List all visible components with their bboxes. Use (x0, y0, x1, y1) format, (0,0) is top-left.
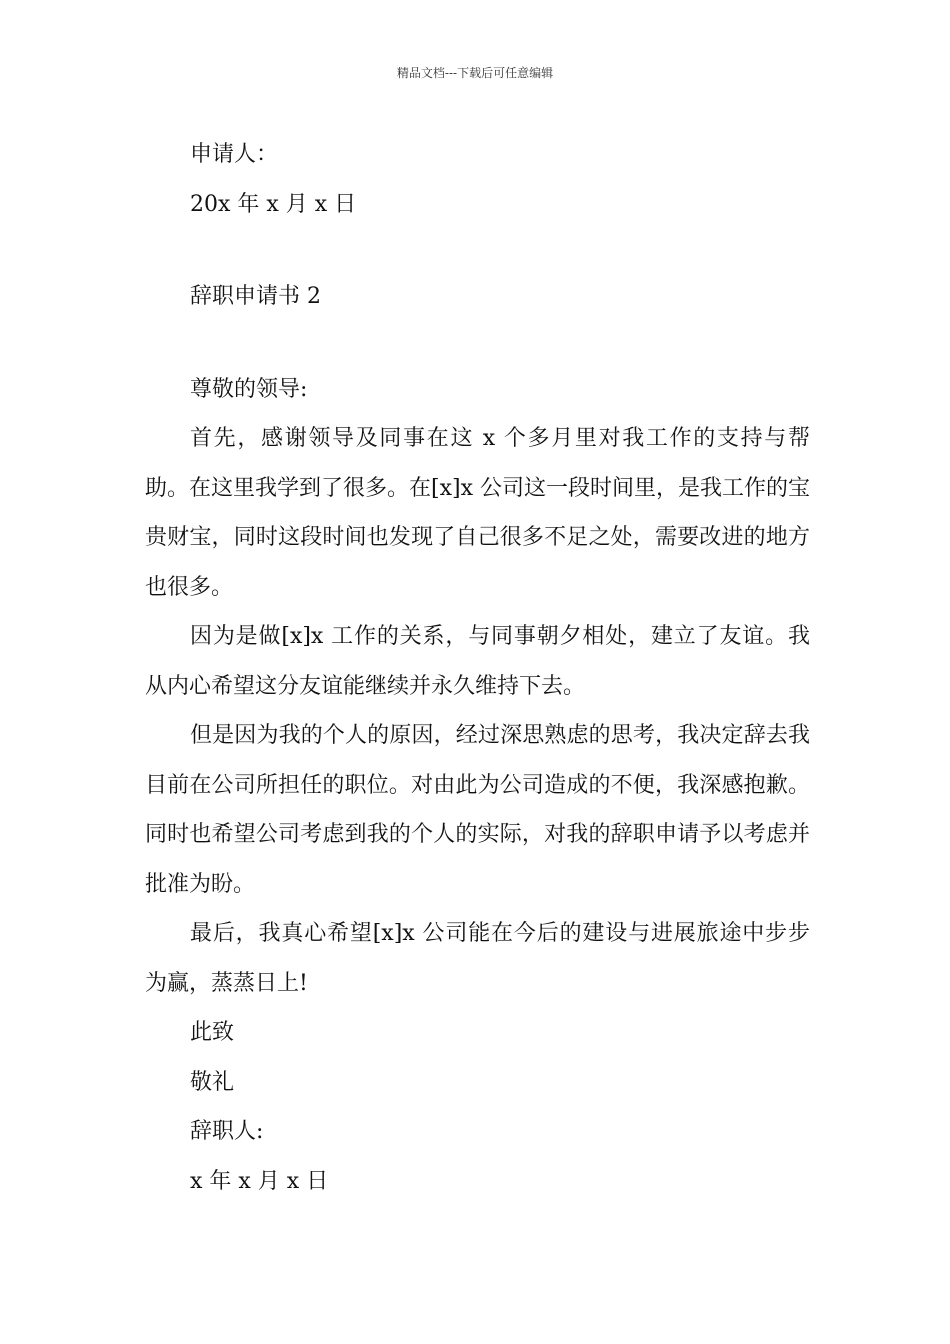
paragraph-3: 但是因为我的个人的原因，经过深思熟虑的思考，我决定辞去我目前在公司所担任的职位。对由此为公司造成的不便，我深感抱歉。同时也希望公司考虑到我的个人的实际，对我的辞职申请予以考虑并批准为盼。 (145, 723, 810, 897)
resigner-label: 辞职人: (190, 1119, 264, 1144)
paragraph-1: 首先，感谢领导及同事在这 x 个多月里对我工作的支持与帮助。在这里我学到了很多。在[x]x 公司这一段时间里，是我工作的宝贵财宝，同时这段时间也发现了自己很多不足之处，需要改进的地方也很多。 (145, 426, 810, 600)
applicant-label: 申请人： (190, 142, 279, 167)
document-title: 辞职申请书 2 (190, 284, 321, 309)
page-header: 精品文档---下载后可任意编辑 (396, 66, 554, 80)
paragraph-2: 因为是做[x]x 工作的关系，与同事朝夕相处，建立了友谊。我从内心希望这分友谊能继续并永久维持下去。 (145, 624, 810, 699)
closing-line-2: 敬礼 (190, 1069, 235, 1095)
salutation: 尊敬的领导: (190, 376, 308, 402)
document-body (145, 130, 810, 1206)
paragraph-4: 最后，我真心希望[x]x 公司能在今后的建设与进展旅途中步步为赢，蒸蒸日上! (145, 921, 810, 996)
spacer (145, 322, 810, 365)
spacer (145, 229, 810, 272)
resignation-date: x 年 x 月 x 日 (190, 1168, 329, 1194)
closing-line-1: 此致 (190, 1020, 235, 1045)
applicant-date: 20x 年 x 月 x 日 (190, 191, 357, 217)
